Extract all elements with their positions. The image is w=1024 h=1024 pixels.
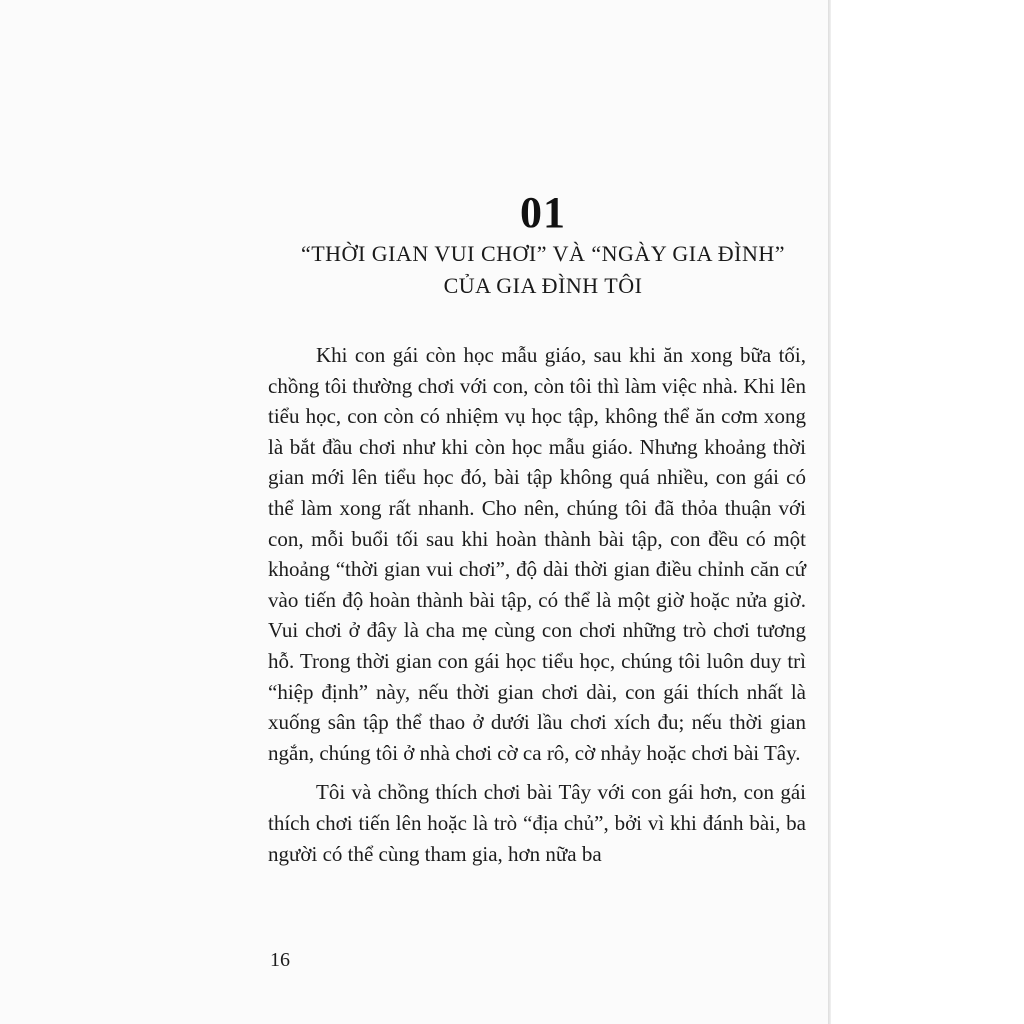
page-number: 16 bbox=[270, 949, 290, 971]
body-text bbox=[268, 340, 806, 878]
chapter-title bbox=[252, 238, 834, 302]
chapter-title-line-1: “THỜI GIAN VUI CHƠI” VÀ “NGÀY GIA ĐÌNH” bbox=[300, 241, 786, 266]
chapter-number: 01 bbox=[520, 188, 566, 237]
paragraph-1: Khi con gái còn học mẫu giáo, sau khi ăn xong bữa tối, chồng tôi thường chơi với con, còn tôi thì làm việc nhà. Khi lên tiểu học, con còn có nhiệm vụ học tập, không thể ăn cơm xong là bắt đầu chơi như khi còn học mẫu giáo. Nhưng khoảng thời gian mới lên tiểu học đó, bài tập không quá nhiều, con gái có thể làm xong rất nhanh. Cho nên, chúng tôi đã thỏa thuận với con, mỗi buổi tối sau khi hoàn thành bài tập, con đều có một khoảng “thời gian vui chơi”, độ dài thời gian điều chỉnh căn cứ vào tiến độ hoàn thành bài tập, có thể là một giờ hoặc nửa giờ. Vui chơi ở đây là cha mẹ cùng con chơi những trò chơi tương hỗ. Trong thời gian con gái học tiểu học, chúng tôi luôn duy trì “hiệp định” này, nếu thời gian chơi dài, con gái thích nhất là xuống sân tập thể thao ở dưới lầu chơi xích đu; nếu thời gian ngắn, chúng tôi ở nhà chơi cờ ca rô, cờ nhảy hoặc chơi bài Tây. bbox=[268, 343, 806, 765]
paragraph-2: Tôi và chồng thích chơi bài Tây với con gái hơn, con gái thích chơi tiến lên hoặc là trò “địa chủ”, bởi vì khi đánh bài, ba người có thể cùng tham gia, hơn nữa ba bbox=[268, 780, 806, 866]
page-edge bbox=[828, 0, 831, 1024]
chapter-title-line-2: CỦA GIA ĐÌNH TÔI bbox=[443, 273, 643, 298]
